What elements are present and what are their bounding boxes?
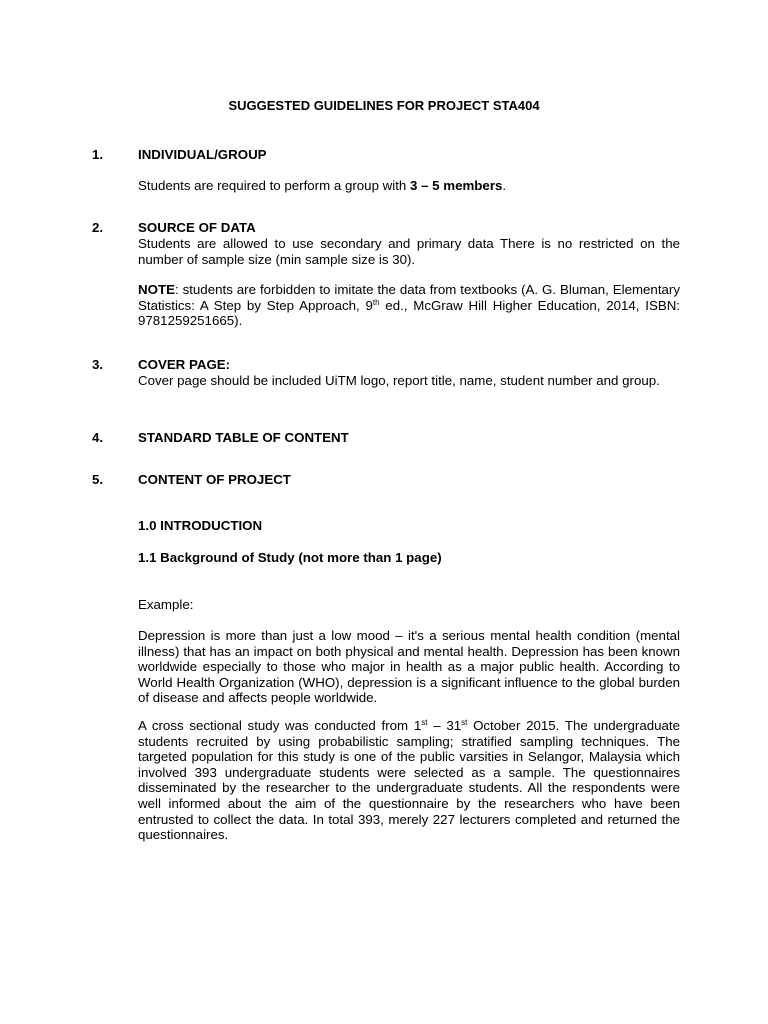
section-number-2: 2. [92, 220, 104, 235]
note-text: : students are forbidden to imitate the data from textbooks (A. G. Bluman, Elementary Statistics: A Step by Step Approach, 9 [138, 282, 680, 313]
section-heading-cover-page: COVER PAGE: [138, 357, 231, 372]
section-number-3: 3. [92, 357, 104, 372]
section-heading-source-of-data: SOURCE OF DATA [138, 220, 256, 235]
section-body-source-of-data: Students are allowed to use secondary and primary data There is no restricted on the number of sample size (min sample size is 30). [138, 236, 680, 267]
section-heading-individual-group: INDIVIDUAL/GROUP [138, 147, 267, 162]
group-size-text: Students are required to perform a group with [138, 178, 410, 193]
example-paragraph-study [138, 718, 680, 843]
section-heading-table-of-content: STANDARD TABLE OF CONTENT [138, 430, 349, 445]
study-superscript-1: st [421, 718, 428, 727]
section-body-group-size [138, 178, 680, 194]
study-text-3: October 2015. The undergraduate students recruited by using probabilistic sampling; stratified sampling techniques. The targeted population for this study is one of the public varsities in Selangor, Malaysia which involved 393 undergraduate students were selected as a sample. The questionnaires disseminated by the researcher to the undergraduate students. All the respondents were well informed about the aim of the questionnaire by the researchers who have been entrusted to collect the data. In total 393, merely 227 lecturers completed and returned the questionnaires. [138, 718, 680, 843]
section-number-1: 1. [92, 147, 104, 162]
study-text-2: – 31 [427, 718, 462, 733]
example-paragraph-depression: Depression is more than just a low mood – it's a serious mental health condition (mental illness) that has an impact on both physical and mental health. Depression has been known worldwide especially to those who major in health as a major public health. According to World Health Organization (WHO), depression is a significant influence to the global burden of disease and affects people worldwide. [138, 628, 680, 706]
introduction-heading: 1.0 INTRODUCTION [138, 518, 263, 533]
background-heading: 1.1 Background of Study (not more than 1 page) [138, 550, 442, 565]
example-label: Example: [138, 597, 194, 612]
group-size-members: 3 – 5 members [410, 178, 503, 193]
section-heading-content-of-project: CONTENT OF PROJECT [138, 472, 291, 487]
section-number-4: 4. [92, 430, 104, 445]
note-text-end: ed., McGraw Hill Higher Education, 2014, ISBN: 9781259251665). [138, 297, 680, 329]
study-text-1: A cross sectional study was conducted from 1 [138, 718, 422, 733]
note-paragraph [138, 282, 680, 329]
section-number-5: 5. [92, 472, 104, 487]
page-title: SUGGESTED GUIDELINES FOR PROJECT STA404 [228, 98, 540, 113]
section-body-cover-page: Cover page should be included UiTM logo, report title, name, student number and group. [138, 373, 660, 388]
study-superscript-2: st [461, 718, 468, 727]
note-label: NOTE [138, 282, 175, 297]
note-superscript: th [372, 297, 380, 307]
group-size-period: . [502, 178, 507, 193]
